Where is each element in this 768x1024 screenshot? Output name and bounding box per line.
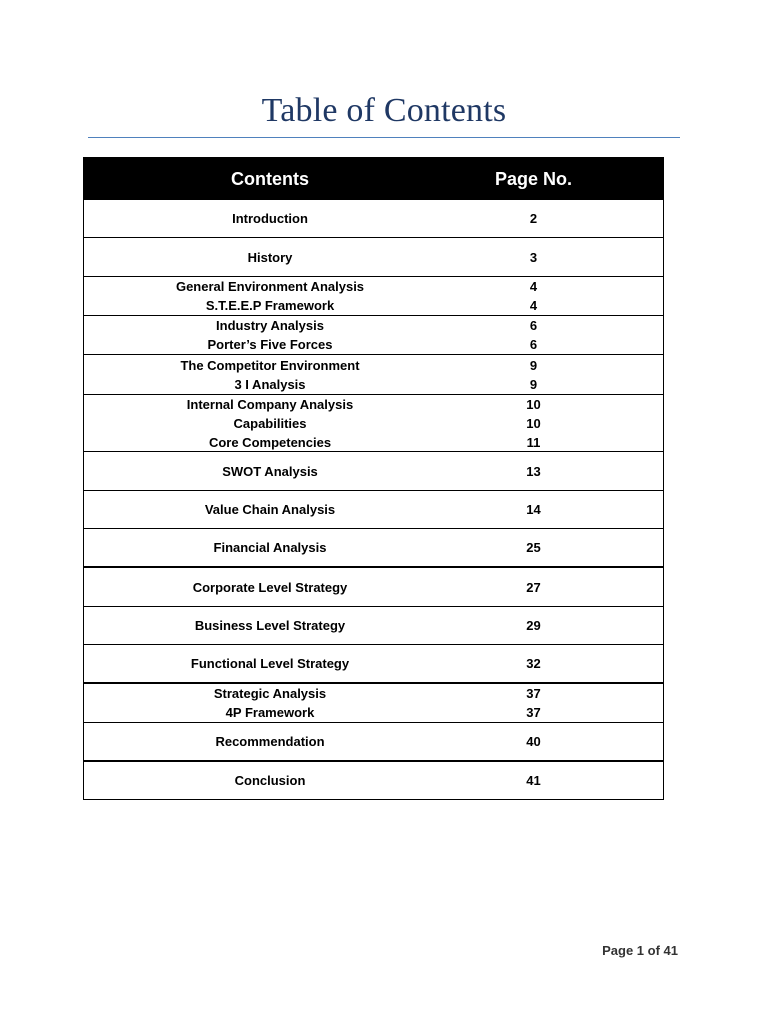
- toc-entry-page: 6: [529, 337, 538, 352]
- table-of-contents: [83, 157, 664, 800]
- toc-entry[interactable]: [84, 616, 663, 635]
- toc-entry-label: Value Chain Analysis: [204, 502, 336, 517]
- toc-entry-page: 13: [526, 463, 541, 479]
- toc-entry-label: Industry Analysis: [216, 318, 324, 333]
- toc-entry-page: 6: [529, 318, 538, 333]
- toc-entry-page: 37: [526, 686, 541, 701]
- toc-entry-label: Conclusion: [234, 773, 306, 788]
- toc-entry-page: 41: [526, 773, 541, 788]
- toc-entry-page: 11: [526, 434, 541, 450]
- toc-entry[interactable]: [84, 316, 663, 335]
- toc-row-general-environment-analysis: [84, 276, 663, 315]
- toc-entry-page: 9: [529, 357, 538, 373]
- toc-entry-page: 9: [529, 376, 538, 392]
- toc-entry[interactable]: [84, 375, 663, 394]
- toc-entry[interactable]: [84, 433, 663, 452]
- toc-entry[interactable]: [84, 684, 663, 703]
- toc-entry-page: 29: [526, 618, 541, 633]
- toc-row-functional-level-strategy: [84, 644, 663, 682]
- toc-entry-label: Porter’s Five Forces: [207, 337, 333, 352]
- toc-entry-label: Internal Company Analysis: [186, 396, 354, 412]
- toc-entry-page: 27: [526, 579, 541, 595]
- toc-row-recommendation: [84, 722, 663, 760]
- toc-entry-page: 10: [526, 396, 541, 412]
- toc-entry-page: 4: [529, 279, 538, 294]
- toc-row-financial-analysis: [84, 528, 663, 566]
- contents-column-header: Contents: [231, 169, 309, 189]
- toc-entry-label: Corporate Level Strategy: [192, 579, 348, 595]
- table-header: [84, 158, 663, 199]
- toc-row-value-chain-analysis: [84, 490, 663, 528]
- toc-row-swot-analysis: [84, 451, 663, 490]
- toc-entry-label: 4P Framework: [225, 705, 315, 720]
- toc-row-competitor-environment: [84, 354, 663, 394]
- toc-entry[interactable]: [84, 335, 663, 354]
- toc-entry[interactable]: [84, 209, 663, 228]
- toc-entry[interactable]: [84, 462, 663, 481]
- toc-entry-page: 25: [526, 540, 541, 555]
- toc-entry[interactable]: [84, 414, 663, 433]
- toc-entry-page: 4: [529, 298, 538, 313]
- toc-row-strategic-analysis: [84, 682, 663, 722]
- toc-row-corporate-level-strategy: [84, 566, 663, 606]
- toc-entry-page: 40: [526, 734, 541, 749]
- toc-entry[interactable]: [84, 277, 663, 296]
- toc-entry-page: 2: [529, 211, 538, 226]
- toc-entry-label: Core Competencies: [208, 434, 332, 450]
- title-divider: [88, 137, 680, 138]
- toc-entry[interactable]: [84, 538, 663, 557]
- toc-entry-page: 37: [526, 705, 541, 720]
- toc-entry-label: General Environment Analysis: [175, 279, 365, 294]
- toc-row-industry-analysis: [84, 315, 663, 354]
- toc-entry-label: The Competitor Environment: [180, 357, 360, 373]
- toc-entry[interactable]: [84, 578, 663, 597]
- toc-entry-label: Financial Analysis: [213, 540, 327, 555]
- toc-entry-label: Recommendation: [215, 734, 325, 749]
- toc-entry-page: 14: [526, 502, 541, 517]
- toc-entry-label: S.T.E.E.P Framework: [205, 298, 335, 313]
- toc-entry-label: Capabilities: [233, 415, 307, 431]
- toc-entry[interactable]: [84, 296, 663, 315]
- page-indicator: Page 1 of 41: [602, 943, 678, 958]
- toc-entry[interactable]: [84, 771, 663, 790]
- toc-entry-page: 3: [529, 249, 538, 265]
- toc-entry-label: SWOT Analysis: [222, 463, 318, 479]
- toc-entry-label: History: [247, 249, 293, 265]
- toc-entry-label: Strategic Analysis: [213, 686, 327, 701]
- toc-entry-label: Introduction: [232, 211, 308, 226]
- toc-row-conclusion: [84, 760, 663, 799]
- page-number-column-header: Page No.: [494, 169, 573, 189]
- toc-row-history: [84, 237, 663, 276]
- toc-row-internal-company-analysis: [84, 394, 663, 451]
- toc-entry[interactable]: [84, 356, 663, 375]
- toc-row-business-level-strategy: [84, 606, 663, 644]
- toc-entry[interactable]: [84, 395, 663, 414]
- toc-entry[interactable]: [84, 500, 663, 519]
- toc-entry[interactable]: [84, 248, 663, 267]
- toc-entry[interactable]: [84, 732, 663, 751]
- toc-entry-label: Functional Level Strategy: [190, 656, 350, 671]
- page-title: Table of Contents: [261, 92, 507, 129]
- toc-entry-page: 32: [526, 656, 541, 671]
- toc-entry-label: Business Level Strategy: [194, 618, 346, 633]
- toc-entry[interactable]: [84, 703, 663, 722]
- toc-entry-page: 10: [526, 415, 541, 431]
- toc-entry[interactable]: [84, 654, 663, 673]
- toc-row-introduction: [84, 199, 663, 237]
- toc-entry-label: 3 I Analysis: [234, 376, 306, 392]
